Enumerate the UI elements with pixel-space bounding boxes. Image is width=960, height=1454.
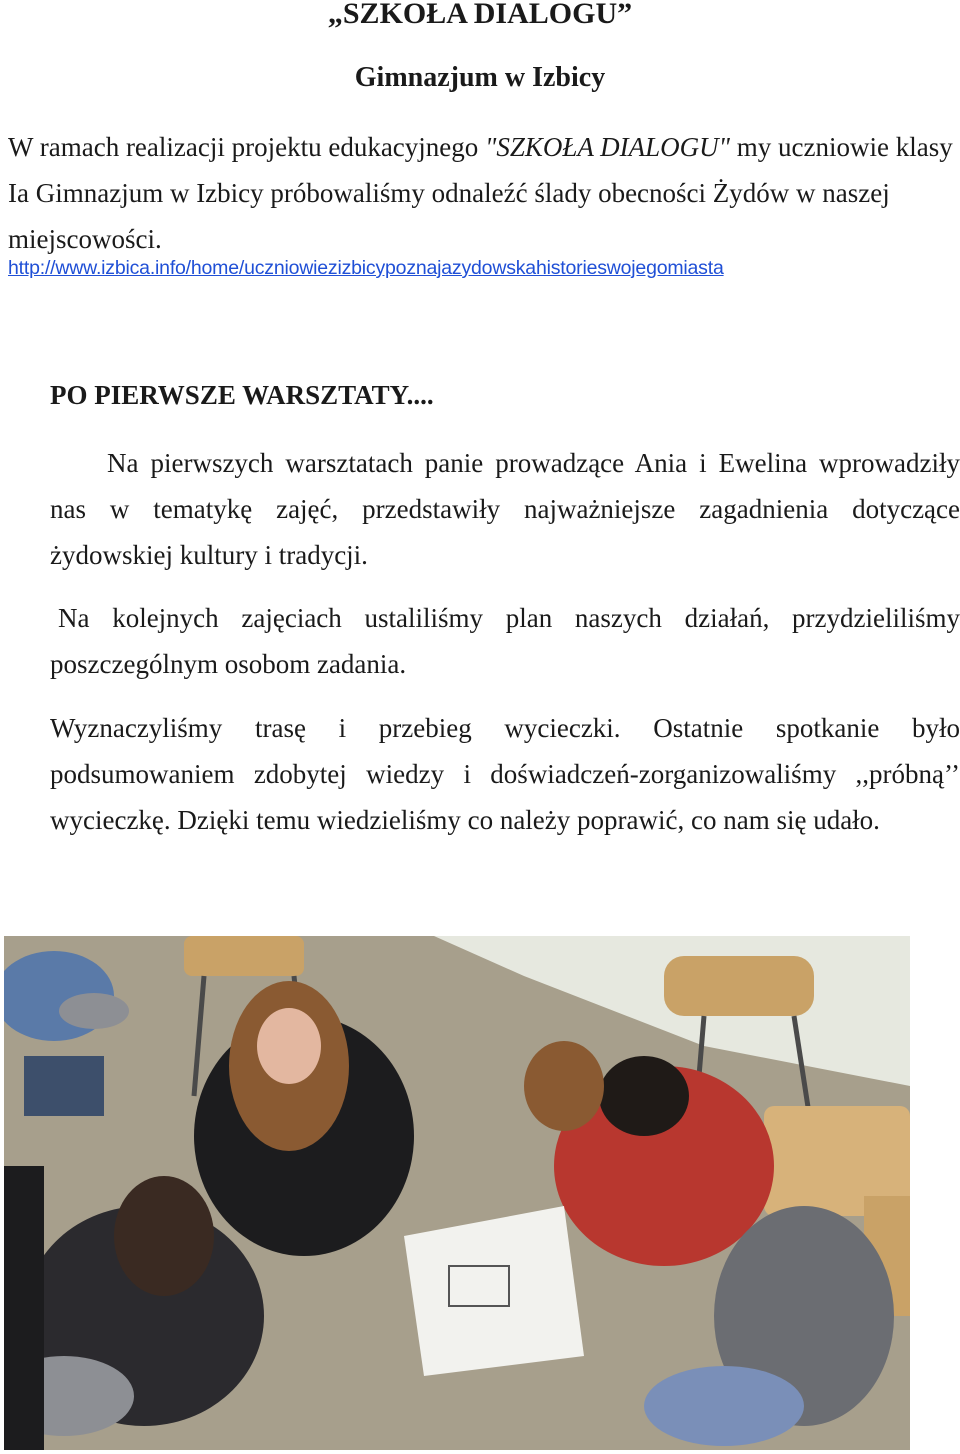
document-subtitle: Gimnazjum w Izbicy <box>354 62 606 93</box>
sneaker <box>59 993 129 1029</box>
intro-text-after: my uczniowie klasy Ia Gimnazjum w Izbicy próbowaliśmy odnaleźć ślady obecności Żydów w naszej miejscowości. <box>8 132 953 254</box>
paragraph-route-and-trip: Wyznaczyliśmy trasę i przebieg wycieczki. Ostatnie spotkanie było podsumowaniem zdobytej wiedzy i doświadczeń-zorganizowaliśmy ,,próbną’’ wycieczkę. Dzięki temu wiedzieliśmy co należy poprawić, co nam się udało. <box>50 713 960 835</box>
student-light-jeans <box>644 1366 804 1446</box>
intro-text-before: W ramach realizacji projektu edukacyjnego <box>8 132 486 162</box>
project-link[interactable]: http://www.izbica.info/home/uczniowiezizbicypoznajazydowskahistorieswojegomiasta <box>8 257 724 279</box>
paper-sheet <box>404 1206 584 1376</box>
paragraph-first-workshops: Na pierwszych warsztatach panie prowadzące Ania i Ewelina wprowadziły nas w tematykę zajęć, przedstawiły najważniejsze zagadnienia dotyczące żydowskiej kultury i tradycji. <box>50 448 960 570</box>
document-title: „SZKOŁA DIALOGU” <box>327 0 633 30</box>
intro-paragraph <box>8 124 953 262</box>
workshop-photo-illustration <box>4 936 910 1450</box>
paragraph-next-classes: Na kolejnych zajęciach ustaliliśmy plan naszych działań, przydzieliliśmy poszczególnym osobom zadania. <box>50 603 960 679</box>
workshop-photo <box>4 936 910 1450</box>
student-hair-bottom <box>114 1176 214 1296</box>
student-brown-hair <box>524 1041 604 1131</box>
student-jeans-lower <box>24 1056 104 1116</box>
section-heading: PO PIERWSZE WARSZTATY.... <box>50 380 434 410</box>
intro-project-name: "SZKOŁA DIALOGU" <box>485 132 730 162</box>
girl-face <box>257 1008 321 1084</box>
left-edge-person <box>4 1166 44 1450</box>
student-dark-hair <box>599 1056 689 1136</box>
